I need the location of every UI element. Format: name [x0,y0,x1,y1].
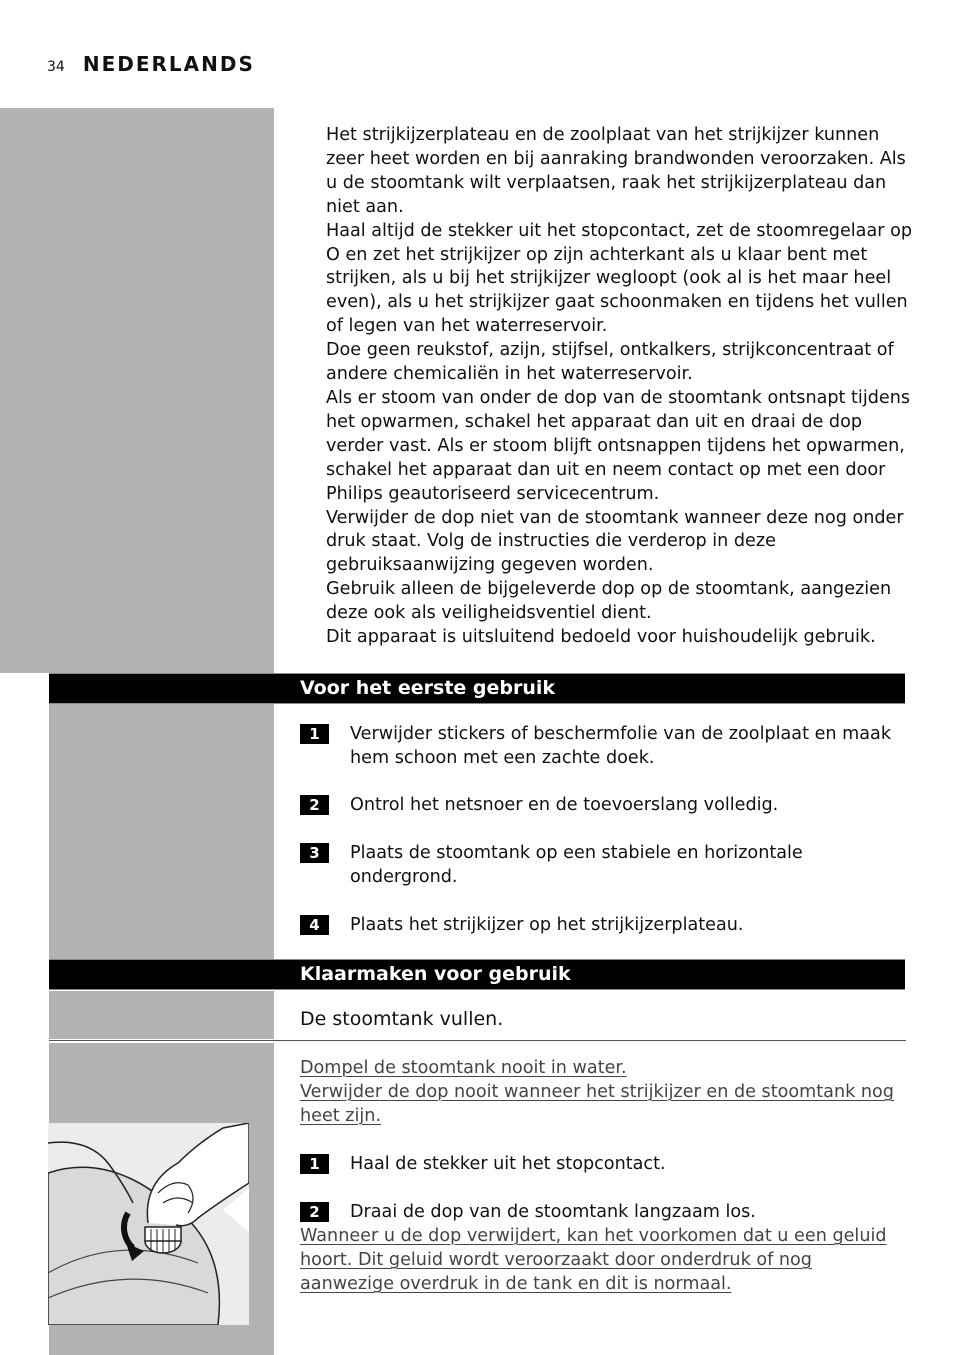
step-number: 2 [300,795,329,815]
section-title: Voor het eerste gebruik [300,677,556,699]
step-number: 1 [300,724,329,744]
warning-item: Dit apparaat is uitsluitend bedoeld voor huishoudelijk gebruik. [326,627,876,648]
warning-item: Als er stoom van onder de dop van de stoomtank ontsnapt tijdens het opwarmen, schakel het apparaat dan uit en draai de dop verder vast. Als er stoom blijft ontsnappen tijdens het opwarmen, schakel het apparaat dan uit en neem contact op met een door Philips geautoriseerd servicecentrum. [326,387,911,504]
sidebar-block-section2 [49,991,274,1039]
section-bar [49,673,905,704]
section-title: Klaarmaken voor gebruik [300,963,571,985]
warning-item: Verwijder de dop niet van de stoomtank wanneer deze nog onder druk staat. Volg de instructies die verderop in deze gebruiksaanwijzing gegeven worden. [326,507,904,576]
warning-item: Gebruik alleen de bijgeleverde dop op de stoomtank, aangezien deze ook als veiligheidsventiel dient. [326,579,892,624]
page-number: 34 [47,59,65,75]
step-item [300,793,900,817]
step-item [300,913,900,937]
step-number: 4 [300,915,329,935]
warning-list [326,124,916,650]
warning-item: Het strijkijzerplateau en de zoolplaat van het strijkijzer kunnen zeer heet worden en bij aanraking brandwonden veroorzaken. Als u de stoomtank wilt verplaatsen, raak het strijkijzerplateau dan niet aan. [326,125,906,217]
note-line: Verwijder de dop nooit wanneer het strijkijzer en de stoomtank nog heet zijn. [300,1082,894,1126]
step-number: 2 [300,1202,329,1222]
sidebar-block-top [0,108,274,673]
step-number: 1 [300,1154,329,1174]
note-line: Dompel de stoomtank nooit in water. [300,1058,627,1078]
sidebar-block-section1 [49,704,274,959]
divider-rule [49,1040,906,1041]
step-text: Haal de stekker uit het stopcontact. [350,1154,666,1174]
step-text: Ontrol het netsnoer en de toevoerslang volledig. [350,795,779,815]
step-item [300,1152,900,1176]
step-item [300,841,900,889]
language-title: NEDERLANDS [82,52,255,76]
illustration-cap-removal [48,1123,249,1325]
hand-cap-illustration [48,1123,249,1325]
step-item [300,722,900,770]
illustration-pointer [223,1188,249,1232]
step-item [300,1200,900,1224]
step-text: Draai de dop van de stoomtank langzaam los. [350,1202,756,1222]
note-line: Wanneer u de dop verwijdert, kan het voorkomen dat u een geluid hoort. Dit geluid wordt veroorzaakt door onderdruk of nog aanwezige overdruk in de tank en dit is normaal. [300,1226,887,1294]
warning-item: Haal altijd de stekker uit het stopcontact, zet de stoomregelaar op O en zet het strijkijzer op zijn achterkant als u klaar bent met strijken, als u bij het strijkijzer wegloopt (ook al is het maar heel even), als u het strijkijzer gaat schoonmaken en tijdens het vullen of legen van het waterreservoir. [326,220,913,337]
step-text: Plaats het strijkijzer op het strijkijzerplateau. [350,915,744,935]
subheading: De stoomtank vullen. [300,1008,504,1030]
step-text: Plaats de stoomtank op een stabiele en horizontale ondergrond. [350,843,803,887]
warning-item: Doe geen reukstof, azijn, stijfsel, ontkalkers, strijkconcentraat of andere chemicaliën in het waterreservoir. [326,340,894,385]
step-number: 3 [300,843,329,863]
page-header [47,52,255,76]
step-text: Verwijder stickers of beschermfolie van de zoolplaat en maak hem schoon met een zachte doek. [350,724,892,768]
step-note [300,1224,904,1296]
section-bar [49,959,905,990]
notes-block [300,1056,904,1128]
